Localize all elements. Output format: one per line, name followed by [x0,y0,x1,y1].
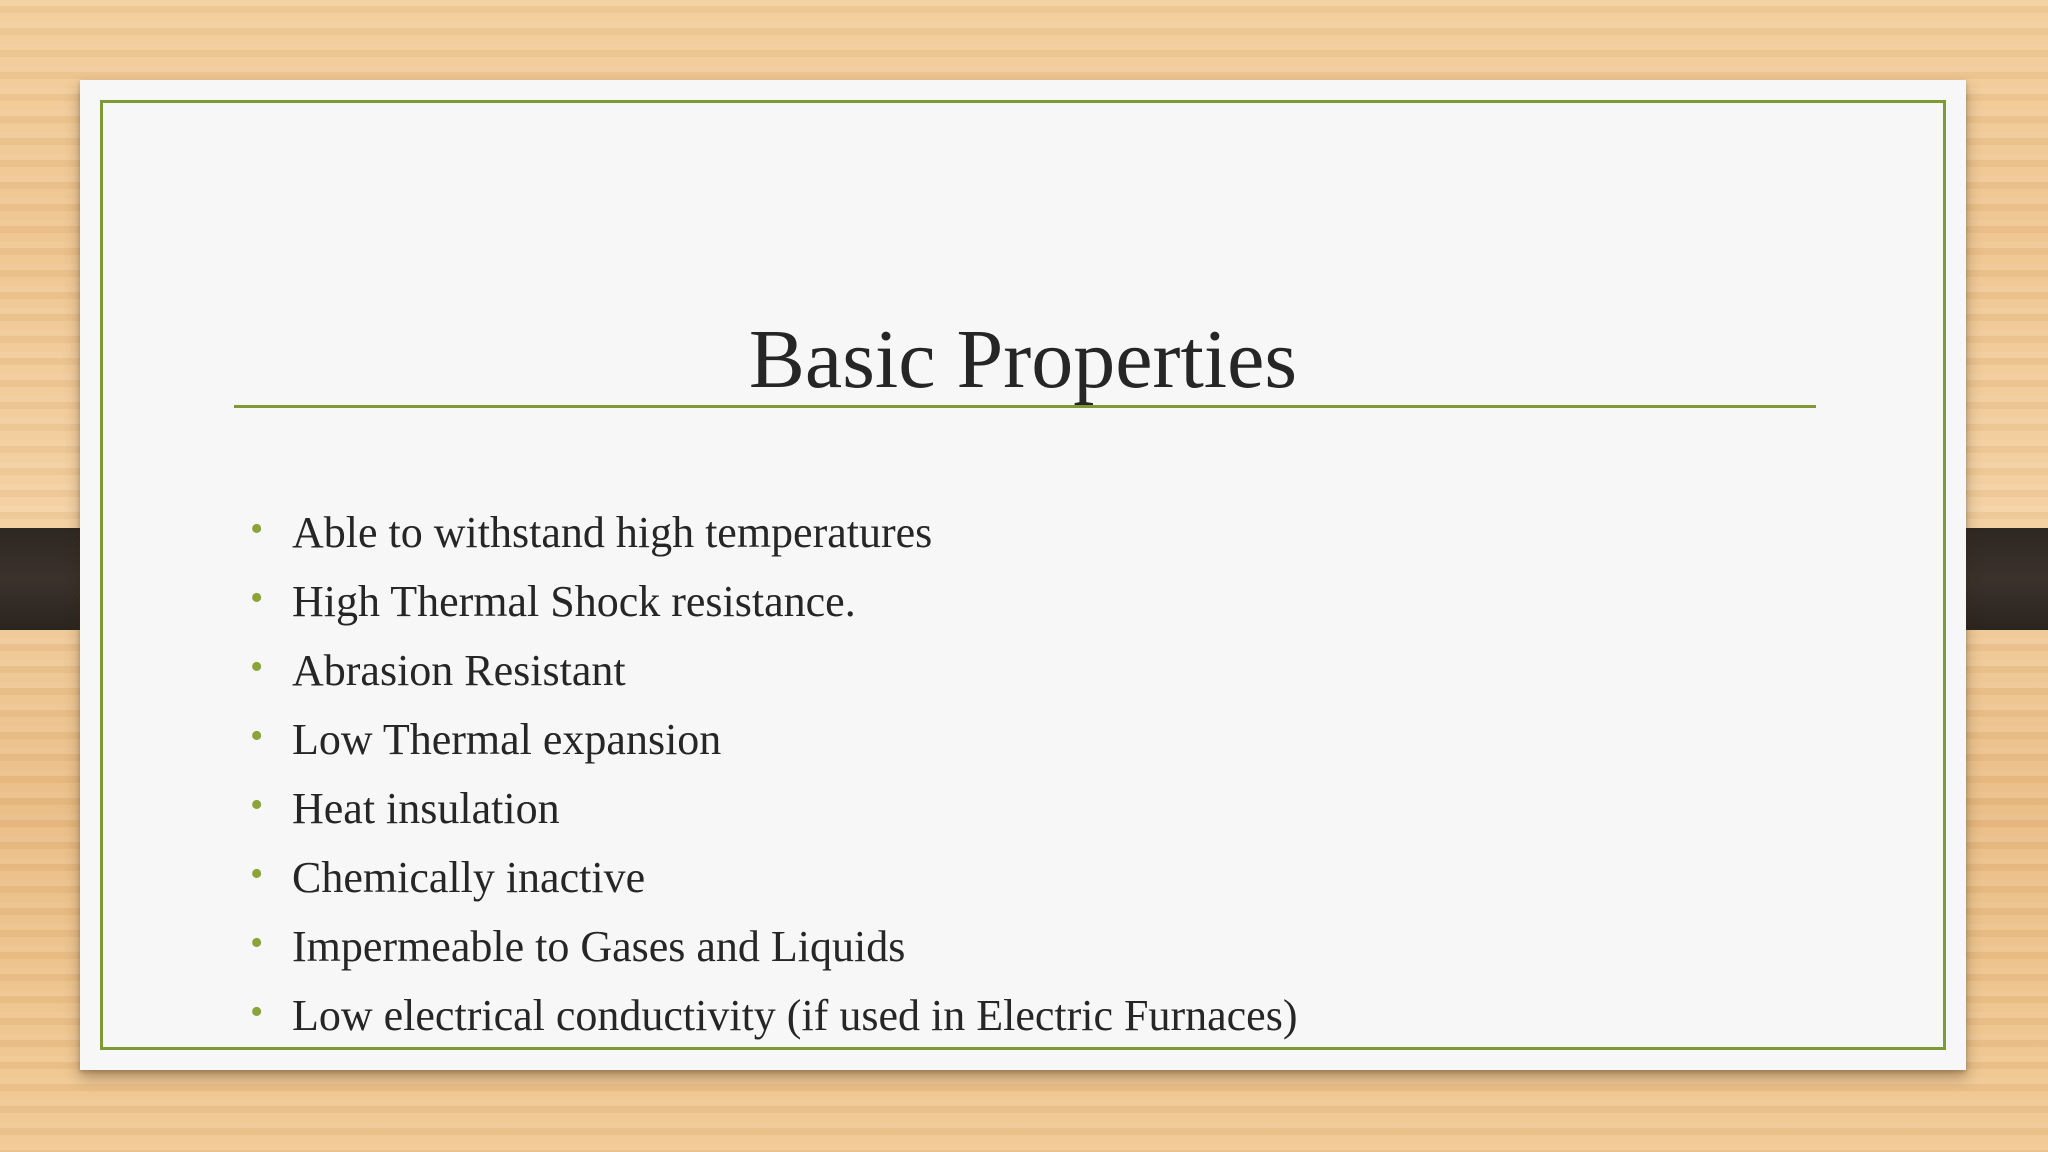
bullet-icon: • [250,853,264,895]
bullet-text: Able to withstand high temperatures [292,508,933,557]
list-item [244,705,1298,774]
bullet-icon: • [250,922,264,964]
title-divider [234,405,1816,408]
list-item [244,981,1298,1050]
bullet-text: Low Thermal expansion [292,715,722,764]
list-item [244,636,1298,705]
bullet-icon: • [250,508,264,550]
list-item [244,567,1298,636]
bullet-text: Abrasion Resistant [292,646,626,695]
slide-title: Basic Properties [748,313,1298,406]
bullet-icon: • [250,784,264,826]
bullet-icon: • [250,577,264,619]
bullet-text: Impermeable to Gases and Liquids [292,922,906,971]
bullet-text: Chemically inactive [292,853,646,902]
bullet-icon: • [250,991,264,1033]
slide-card [80,80,1966,1070]
list-item [244,774,1298,843]
bullet-list [244,498,1298,1050]
bullet-text: Low electrical conductivity (if used in Electric Furnaces) [292,991,1298,1040]
bullet-text: Heat insulation [292,784,560,833]
bullet-icon: • [250,715,264,757]
bullet-text: High Thermal Shock resistance. [292,577,856,626]
bullet-icon: • [250,646,264,688]
list-item [244,843,1298,912]
list-item [244,498,1298,567]
list-item [244,912,1298,981]
